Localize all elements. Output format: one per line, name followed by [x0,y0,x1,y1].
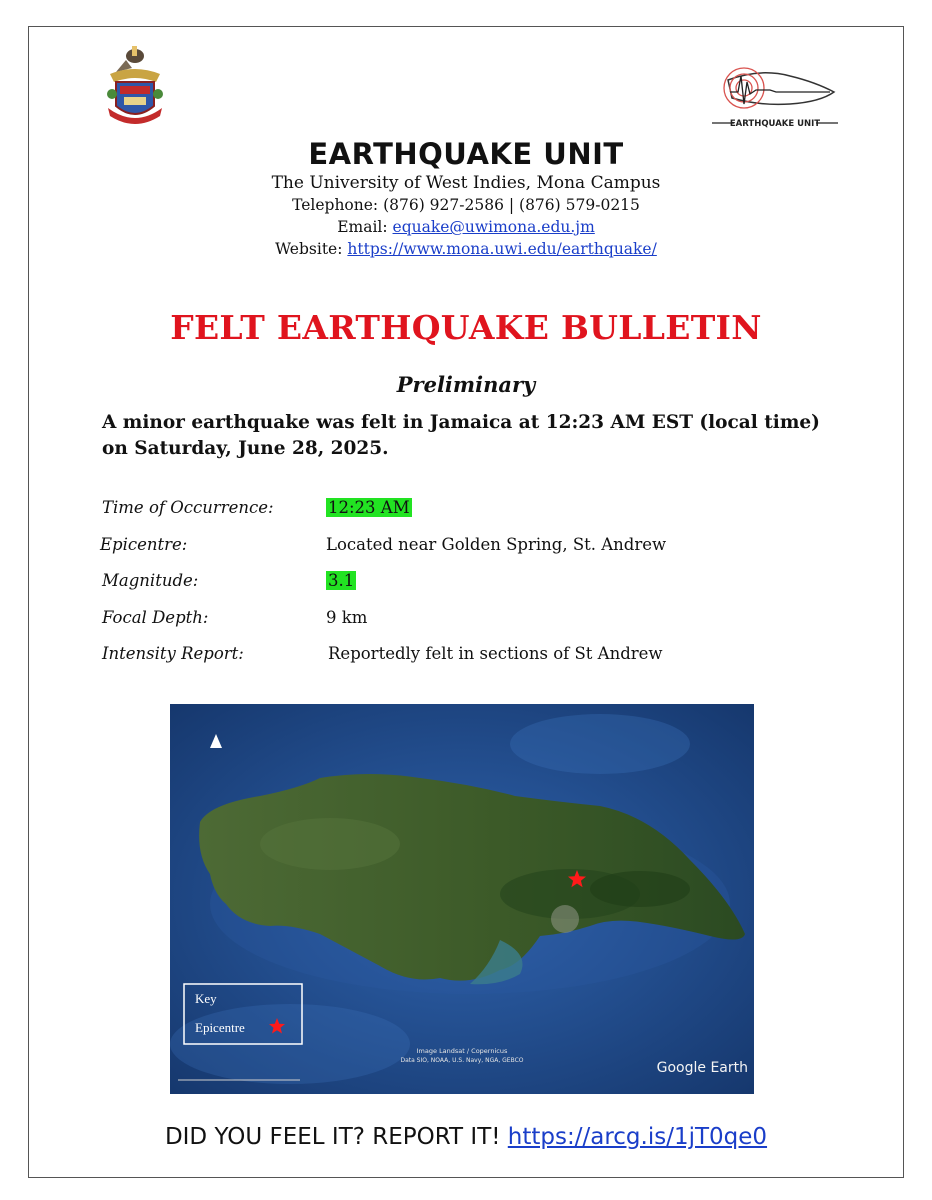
detail-row-time [102,494,822,531]
map-attribution: Image Landsat / Copernicus [416,1047,508,1055]
key-title: Key [195,991,217,1006]
bulletin-title: FELT EARTHQUAKE BULLETIN [170,308,762,347]
detail-label: Magnitude: [102,571,199,590]
telephone-line: Telephone: (876) 927-2586 | (876) 579-0215 [292,196,640,214]
detail-label: Focal Depth: [102,607,209,627]
email-label: Email: [337,218,393,236]
email-line [0,216,932,238]
header [0,136,932,260]
detail-label: Epicentre: [100,534,188,554]
detail-row-depth [102,604,822,641]
email-link[interactable]: equake@uwimona.edu.jm [392,218,595,236]
detail-label: Time of Occurrence: [102,498,274,517]
detail-label: Intensity Report: [102,644,244,663]
detail-value: 3.1 [328,571,355,590]
epicentre-map [170,704,754,1094]
website-link[interactable]: https://www.mona.uwi.edu/earthquake/ [347,240,657,258]
bulletin-status: Preliminary [396,372,536,397]
detail-row-magnitude [102,567,822,604]
bulletin-summary: A minor earthquake was felt in Jamaica at 12:23 AM EST (local time) on Saturday, June 28, 2025. [102,412,820,459]
earthquake-unit-logo [710,62,840,132]
map-data-credit: Data SIO, NOAA, U.S. Navy, NGA, GEBCO [400,1057,524,1064]
report-prompt-text: DID YOU FEEL IT? REPORT IT! [164,1124,508,1150]
unit-title: EARTHQUAKE UNIT [308,137,624,171]
report-link[interactable]: https://arcg.is/1jT0qe0 [507,1124,768,1150]
detail-value: Reportedly felt in sections of St Andrew [328,644,663,663]
detail-value: Located near Golden Spring, St. Andrew [326,534,667,554]
logo-label: EARTHQUAKE UNIT [729,119,821,129]
website-line [0,238,932,260]
report-prompt [0,1124,932,1150]
detail-value: 12:23 AM [328,498,410,517]
key-epicentre-label: Epicentre [195,1020,245,1035]
website-label: Website: [275,240,348,258]
detail-value: 9 km [326,607,368,627]
uwi-crest-logo [102,42,168,132]
google-earth-brand: Google Earth [656,1060,748,1076]
detail-row-intensity [102,640,822,677]
details-table [102,494,822,677]
university-name: The University of West Indies, Mona Campus [271,173,661,193]
detail-row-epicentre [102,531,822,568]
